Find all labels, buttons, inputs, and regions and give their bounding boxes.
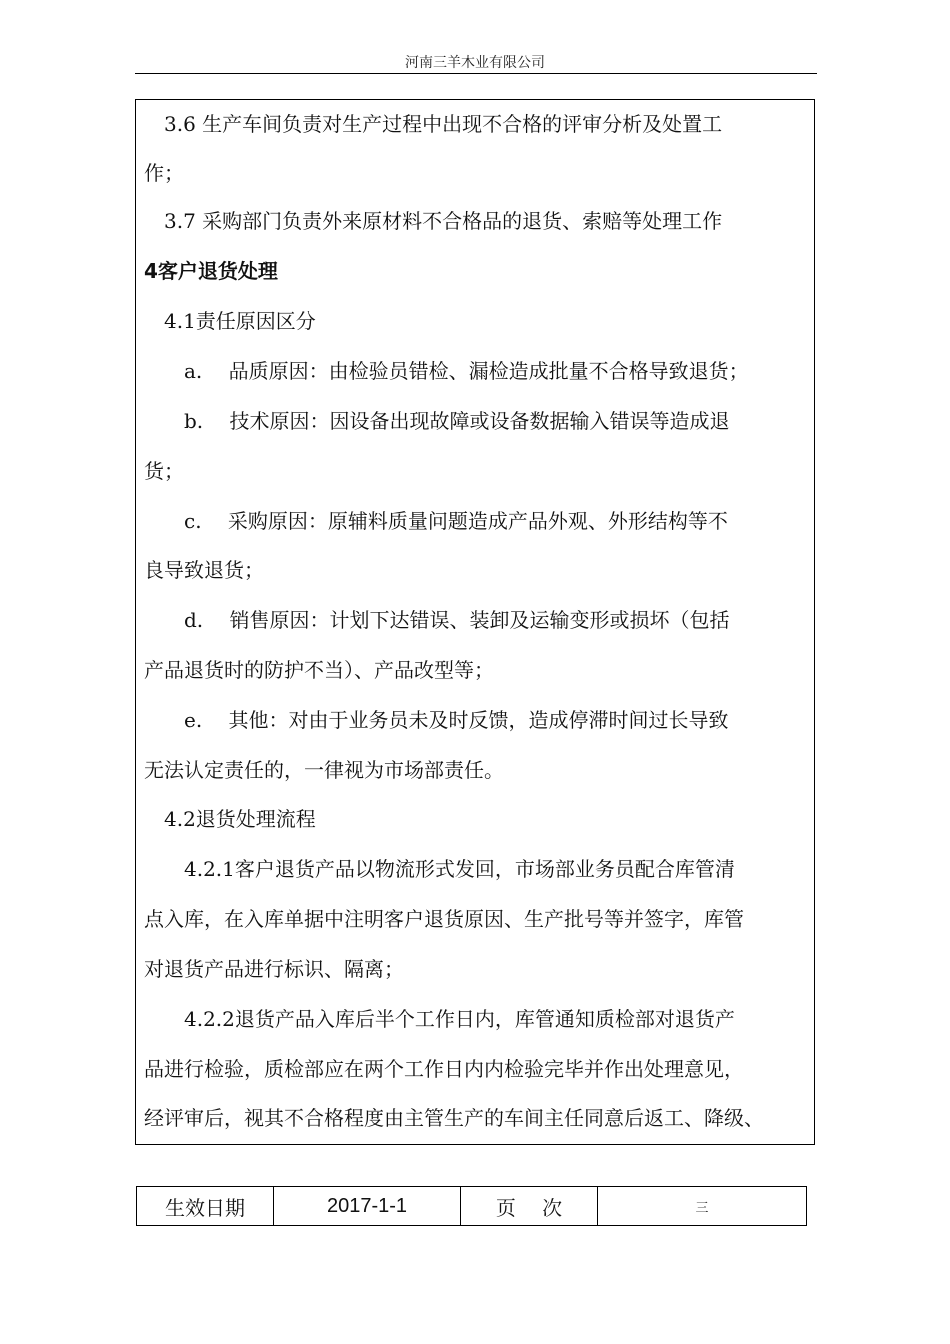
subheading-4-2: 4.2退货处理流程 bbox=[144, 807, 316, 831]
list-item-b-cont: 货； bbox=[144, 459, 184, 483]
effective-date-label: 生效日期 bbox=[137, 1187, 274, 1226]
list-item-c-cont: 良导致退货； bbox=[144, 558, 264, 582]
effective-date-value: 2017-1-1 bbox=[274, 1187, 461, 1226]
text-line-3-7: 3.7 采购部门负责外来原材料不合格品的退货、索赔等处理工作 bbox=[144, 209, 723, 233]
footer-row bbox=[137, 1187, 807, 1226]
list-item-a: a. 品质原因：由检验员错检、漏检造成批量不合格导致退货； bbox=[144, 359, 749, 383]
footer-info-table bbox=[136, 1186, 807, 1226]
text-line-4-2-2: 4.2.2退货产品入库后半个工作日内，库管通知质检部对退货产 bbox=[144, 1007, 735, 1031]
text-line-4-2-1-cont2: 对退货产品进行标识、隔离； bbox=[144, 957, 404, 981]
text-line-3-6: 3.6 生产车间负责对生产过程中出现不合格的评审分析及处置工 bbox=[144, 112, 723, 136]
list-item-b: b. 技术原因：因设备出现故障或设备数据输入错误等造成退 bbox=[144, 409, 730, 433]
page-number: 三 bbox=[598, 1187, 807, 1226]
list-item-d-cont: 产品退货时的防护不当）、产品改型等； bbox=[144, 658, 494, 682]
list-item-e: e. 其他：对由于业务员未及时反馈，造成停滞时间过长导致 bbox=[144, 708, 729, 732]
text-line-4-2-2-cont2: 经评审后，视其不合格程度由主管生产的车间主任同意后返工、降级、 bbox=[144, 1106, 764, 1130]
text-line-4-2-2-cont: 品进行检验，质检部应在两个工作日内内检验完毕并作出处理意见， bbox=[144, 1057, 744, 1081]
company-header: 河南三羊木业有限公司 bbox=[405, 55, 545, 71]
text-line-4-2-1-cont: 点入库，在入库单据中注明客户退货原因、生产批号等并签字，库管 bbox=[144, 907, 744, 931]
section-heading-4: 4客户退货处理 bbox=[144, 259, 278, 283]
subheading-4-1: 4.1责任原因区分 bbox=[144, 309, 316, 333]
page-label: 页 次 bbox=[461, 1187, 598, 1226]
list-item-d: d. 销售原因：计划下达错误、装卸及运输变形或损坏（包括 bbox=[144, 608, 730, 632]
text-line-4-2-1: 4.2.1客户退货产品以物流形式发回，市场部业务员配合库管清 bbox=[144, 857, 735, 881]
list-item-c: c. 采购原因：原辅料质量问题造成产品外观、外形结构等不 bbox=[144, 509, 728, 533]
header-divider bbox=[135, 73, 817, 74]
text-line-3-6-cont: 作； bbox=[144, 161, 184, 185]
list-item-e-cont: 无法认定责任的，一律视为市场部责任。 bbox=[144, 758, 504, 782]
